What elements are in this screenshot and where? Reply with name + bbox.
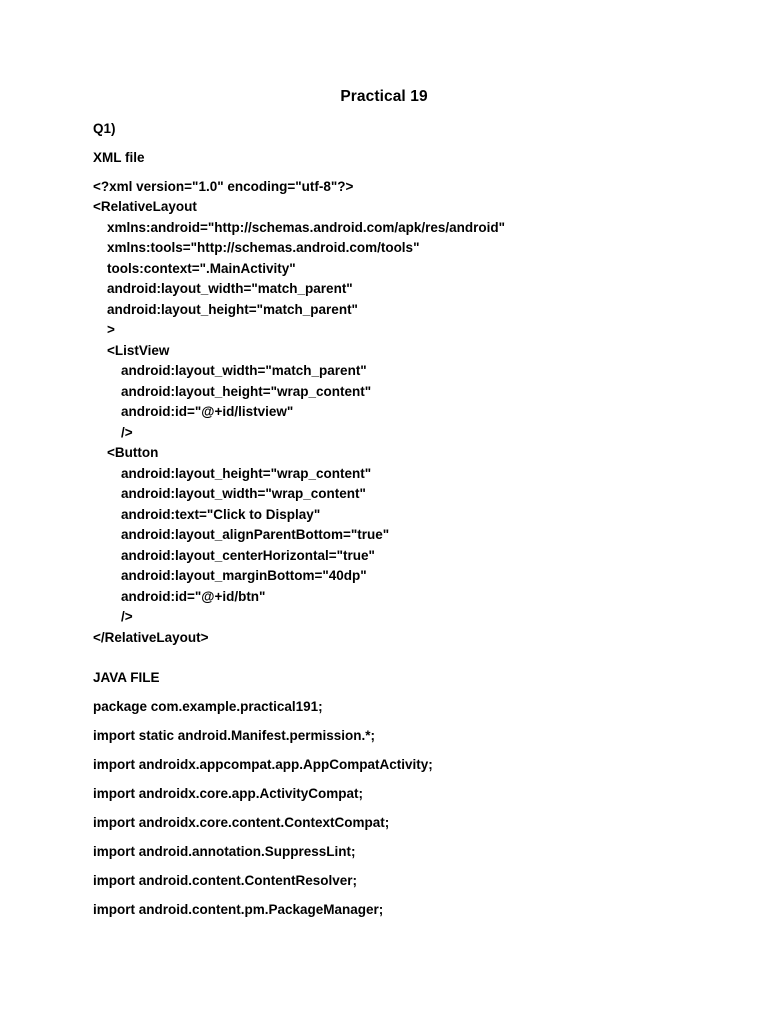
code-line: <?xml version="1.0" encoding="utf-8"?>: [93, 179, 354, 194]
page-title: Practical 19: [340, 88, 428, 105]
java-heading: JAVA FILE: [93, 670, 160, 685]
code-line: import androidx.appcompat.app.AppCompatActivity;: [93, 757, 433, 772]
code-line: android:layout_width="wrap_content": [121, 486, 366, 501]
code-line: <ListView: [107, 343, 170, 358]
code-line: <RelativeLayout: [93, 199, 197, 214]
code-line: </RelativeLayout>: [93, 630, 209, 645]
code-line: xmlns:tools="http://schemas.android.com/tools": [107, 240, 420, 255]
code-line: android:layout_height="wrap_content": [121, 466, 372, 481]
code-line: >: [107, 322, 115, 337]
code-line: android:layout_alignParentBottom="true": [121, 527, 390, 542]
code-line: />: [121, 425, 133, 440]
code-line: android:layout_height="match_parent": [107, 302, 358, 317]
code-line: import androidx.core.app.ActivityCompat;: [93, 786, 364, 801]
code-line: import android.annotation.SuppressLint;: [93, 844, 356, 859]
code-line: <Button: [107, 445, 159, 460]
code-line: android:id="@+id/btn": [121, 589, 266, 604]
code-line: import static android.Manifest.permission.*;: [93, 728, 376, 743]
xml-heading: XML file: [93, 150, 145, 165]
code-line: android:layout_height="wrap_content": [121, 384, 372, 399]
code-line: import android.content.pm.PackageManager;: [93, 902, 384, 917]
code-line: android:layout_width="match_parent": [107, 281, 353, 296]
code-line: android:layout_centerHorizontal="true": [121, 548, 375, 563]
code-line: import android.content.ContentResolver;: [93, 873, 358, 888]
code-line: tools:context=".MainActivity": [107, 261, 296, 276]
code-line: android:layout_width="match_parent": [121, 363, 367, 378]
code-line: android:layout_marginBottom="40dp": [121, 568, 367, 583]
code-line: import androidx.core.content.ContextCompat;: [93, 815, 390, 830]
code-line: />: [121, 609, 133, 624]
code-line: android:id="@+id/listview": [121, 404, 294, 419]
code-line: xmlns:android="http://schemas.android.com/apk/res/android": [107, 220, 506, 235]
question-label: Q1): [93, 121, 116, 136]
code-line: android:text="Click to Display": [121, 507, 321, 522]
code-line: package com.example.practical191;: [93, 699, 323, 714]
